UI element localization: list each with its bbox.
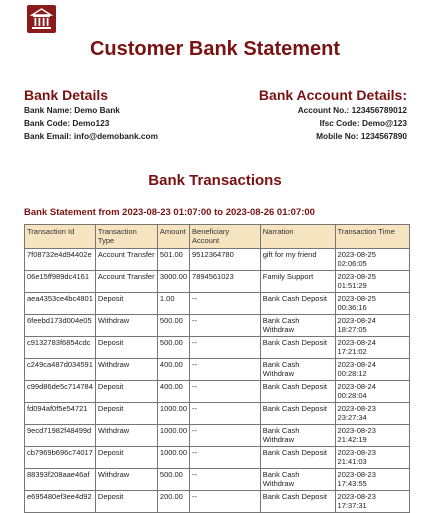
cell-transaction-time: 2023-08-25 01:51:29 xyxy=(335,271,409,293)
cell-amount: 1.00 xyxy=(157,293,189,315)
cell-beneficiary-account: -- xyxy=(190,337,261,359)
cell-beneficiary-account: -- xyxy=(190,425,261,447)
cell-transaction-type: Deposit xyxy=(95,293,157,315)
cell-transaction-type: Deposit xyxy=(95,491,157,513)
cell-transaction-id: aea4353ce4bc4801 xyxy=(25,293,96,315)
table-row xyxy=(25,249,410,271)
cell-transaction-id: 7f08732e4d94402e xyxy=(25,249,96,271)
account-no-value: 123456789012 xyxy=(351,105,407,115)
mobile-label: Mobile No: xyxy=(316,131,359,141)
cell-narration: Bank Cash Deposit xyxy=(260,403,335,425)
cell-transaction-time: 2023-08-23 17:37:31 xyxy=(335,491,409,513)
cell-narration: Bank Cash Withdraw xyxy=(260,359,335,381)
cell-amount: 400.00 xyxy=(157,381,189,403)
cell-amount: 1000.00 xyxy=(157,425,189,447)
cell-beneficiary-account: -- xyxy=(190,359,261,381)
bank-code-value: Demo123 xyxy=(72,118,110,128)
cell-amount: 500.00 xyxy=(157,337,189,359)
bank-details-block xyxy=(24,104,158,143)
transactions-table xyxy=(24,224,410,513)
cell-amount: 500.00 xyxy=(157,469,189,491)
table-row xyxy=(25,359,410,381)
table-row xyxy=(25,315,410,337)
cell-beneficiary-account: 9512364780 xyxy=(190,249,261,271)
cell-amount: 501.00 xyxy=(157,249,189,271)
cell-transaction-id: 88393f208aae46af xyxy=(25,469,96,491)
cell-transaction-type: Account Transfer xyxy=(95,249,157,271)
transactions-heading: Bank Transactions xyxy=(148,172,282,189)
cell-transaction-type: Withdraw xyxy=(95,359,157,381)
page-title: Customer Bank Statement xyxy=(89,38,341,60)
cell-narration: Bank Cash Deposit xyxy=(260,381,335,403)
cell-narration: Bank Cash Withdraw xyxy=(260,315,335,337)
cell-transaction-id: fd094af0f5e54721 xyxy=(25,403,96,425)
cell-narration: Bank Cash Deposit xyxy=(260,293,335,315)
bank-email-label: Bank Email: xyxy=(24,131,72,141)
account-no-label: Account No.: xyxy=(297,105,350,115)
table-row xyxy=(25,337,410,359)
ifsc-value: Demo@123 xyxy=(362,118,407,128)
cell-transaction-type: Withdraw xyxy=(95,425,157,447)
cell-beneficiary-account: -- xyxy=(190,293,261,315)
bank-name-value: Demo Bank xyxy=(74,105,120,115)
cell-transaction-time: 2023-08-25 00:36:16 xyxy=(335,293,409,315)
col-transaction-type: Transaction Type xyxy=(95,225,157,249)
cell-transaction-type: Withdraw xyxy=(95,315,157,337)
cell-narration: Bank Cash Deposit xyxy=(260,491,335,513)
cell-beneficiary-account: -- xyxy=(190,315,261,337)
cell-transaction-type: Account Transfer xyxy=(95,271,157,293)
cell-narration: Bank Cash Withdraw xyxy=(260,469,335,491)
statement-range: Bank Statement from 2023-08-23 01:07:00 to 2023-08-26 01:07:00 xyxy=(24,207,315,218)
table-row xyxy=(25,403,410,425)
cell-narration: Family Support xyxy=(260,271,335,293)
cell-beneficiary-account: -- xyxy=(190,403,261,425)
cell-beneficiary-account: -- xyxy=(190,469,261,491)
bank-name-label: Bank Name: xyxy=(24,105,72,115)
cell-transaction-type: Deposit xyxy=(95,447,157,469)
cell-beneficiary-account: 7894561023 xyxy=(190,271,261,293)
table-row xyxy=(25,271,410,293)
table-row xyxy=(25,447,410,469)
cell-transaction-id: cb7969b696c74017 xyxy=(25,447,96,469)
cell-narration: gift for my friend xyxy=(260,249,335,271)
cell-transaction-time: 2023-08-24 00:28:04 xyxy=(335,381,409,403)
cell-transaction-id: 9ecd71982f48499d xyxy=(25,425,96,447)
account-details-heading: Bank Account Details: xyxy=(258,87,407,103)
table-row xyxy=(25,425,410,447)
mobile-value: 1234567890 xyxy=(360,131,407,141)
cell-transaction-id: 06e15ff989dc4161 xyxy=(25,271,96,293)
cell-transaction-type: Deposit xyxy=(95,403,157,425)
cell-amount: 200.00 xyxy=(157,491,189,513)
cell-transaction-time: 2023-08-23 17:43:55 xyxy=(335,469,409,491)
cell-transaction-id: c99d86de5c714784 xyxy=(25,381,96,403)
cell-transaction-time: 2023-08-23 23:27:34 xyxy=(335,403,409,425)
ifsc-label: Ifsc Code: xyxy=(319,118,360,128)
col-narration: Narration xyxy=(260,225,335,249)
cell-transaction-time: 2023-08-24 17:21:02 xyxy=(335,337,409,359)
bank-email-value: info@demobank.com xyxy=(73,131,158,141)
bank-code-label: Bank Code: xyxy=(24,118,71,128)
cell-beneficiary-account: -- xyxy=(190,447,261,469)
cell-transaction-id: e695480ef3ee4d92 xyxy=(25,491,96,513)
cell-narration: Bank Cash Withdraw xyxy=(260,425,335,447)
cell-amount: 1000.00 xyxy=(157,447,189,469)
col-transaction-time: Transaction Time xyxy=(335,225,409,249)
cell-amount: 500.00 xyxy=(157,315,189,337)
cell-transaction-type: Deposit xyxy=(95,381,157,403)
cell-transaction-type: Deposit xyxy=(95,337,157,359)
cell-beneficiary-account: -- xyxy=(190,381,261,403)
table-row xyxy=(25,469,410,491)
cell-amount: 400.00 xyxy=(157,359,189,381)
col-transaction-id: Transaction Id xyxy=(25,225,96,249)
col-amount: Amount xyxy=(157,225,189,249)
cell-beneficiary-account: -- xyxy=(190,491,261,513)
cell-narration: Bank Cash Deposit xyxy=(260,337,335,359)
cell-amount: 1000.00 xyxy=(157,403,189,425)
account-details-block xyxy=(298,104,407,143)
cell-transaction-type: Withdraw xyxy=(95,469,157,491)
cell-transaction-time: 2023-08-23 21:41:03 xyxy=(335,447,409,469)
cell-transaction-id: c9132783f6854cdc xyxy=(25,337,96,359)
cell-transaction-id: c249ca487d034591 xyxy=(25,359,96,381)
cell-amount: 3000.00 xyxy=(157,271,189,293)
col-beneficiary-account: Beneficiary Account xyxy=(190,225,261,249)
cell-transaction-time: 2023-08-24 18:27:05 xyxy=(335,315,409,337)
bank-details-heading: Bank Details xyxy=(24,87,109,103)
table-row xyxy=(25,381,410,403)
cell-transaction-time: 2023-08-25 02:06:05 xyxy=(335,249,409,271)
table-header-row xyxy=(25,225,410,249)
cell-transaction-time: 2023-08-23 21:42:19 xyxy=(335,425,409,447)
cell-transaction-time: 2023-08-24 00:28:12 xyxy=(335,359,409,381)
table-row xyxy=(25,293,410,315)
bank-building-icon xyxy=(27,5,56,33)
cell-narration: Bank Cash Deposit xyxy=(260,447,335,469)
cell-transaction-id: 6feebd173d004e05 xyxy=(25,315,96,337)
